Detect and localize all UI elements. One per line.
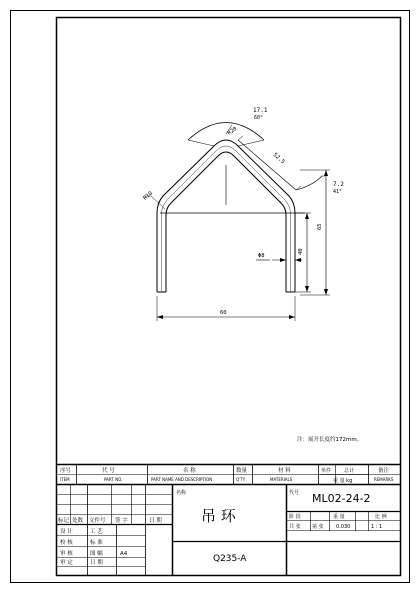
approve-label: 审 定 [60, 560, 73, 566]
sheet-count-label: 共 张 [289, 524, 301, 530]
sign-label: 签 字 [115, 518, 128, 524]
code-label: 代号 [289, 490, 300, 496]
item-cn: 序号 [60, 468, 72, 474]
dim-leg-dia: Φ8 [258, 253, 265, 259]
count-label: 处数 [72, 518, 84, 524]
name-en: PART NAME AND DESCRIPTION [151, 477, 213, 482]
item-en: ITEM [60, 477, 70, 482]
dim-angle-top-deg: 60° [254, 115, 264, 121]
check-label: 校 核 [60, 540, 73, 546]
sheet-value: A4 [120, 551, 128, 557]
material-cn: 材 料 [278, 468, 291, 474]
total-cn: 总计 [344, 468, 355, 474]
material-value: Q235-A [213, 554, 247, 564]
parts-list-header [60, 466, 394, 484]
drawing-number: ML02-24-2 [312, 492, 371, 505]
weight-value: 0.030 [336, 524, 351, 530]
sheet-no-label: 第 张 [312, 524, 324, 530]
single-cn: 单件 [321, 468, 332, 474]
code-cn: 代 号 [102, 468, 115, 474]
sign-area [58, 516, 162, 566]
date2-label: 日 期 [90, 560, 103, 566]
dim-angle-top: 17.1 [253, 107, 268, 114]
remarks-en: REMARKS [374, 477, 394, 482]
dim-width: 60 [220, 310, 227, 316]
design-label: 设 计 [60, 529, 73, 535]
mark-label: 标记 [58, 518, 70, 524]
dim-angle-right: 7.2 [333, 181, 344, 188]
code-en: PART NO. [104, 477, 123, 482]
sheet-label: 图 幅 [90, 551, 103, 557]
dim-diagonal: 52.5 [271, 152, 286, 166]
drawing-note: 注：展开长度约172mm。 [297, 437, 363, 443]
dim-angle-right-deg: 41° [333, 189, 343, 195]
standard-label: 标 准 [90, 540, 103, 546]
name-label: 名称 [176, 490, 187, 496]
qty-cn: 数量 [236, 468, 248, 474]
dim-height: 65 [317, 223, 323, 230]
weight-label: 重 量 [333, 514, 345, 520]
lifting-ring-view [145, 123, 330, 322]
dim-leg-len: 40 [298, 248, 304, 255]
date-label: 日 期 [149, 518, 162, 524]
stage-label: 阶 段 [289, 514, 301, 520]
scale-value: 1 : 1 [371, 524, 383, 530]
review-label: 审 核 [60, 551, 73, 557]
process-label: 工 艺 [90, 529, 103, 535]
doc-label: 文件号 [89, 518, 106, 524]
scale-label: 比 例 [375, 514, 387, 520]
dimension-arrows [157, 170, 328, 319]
material-en: MATERIALS [270, 477, 293, 482]
dim-r20: R20 [226, 126, 239, 137]
weight-cn: 重 量 kg [333, 478, 353, 484]
qty-en: Q'TY [236, 477, 246, 482]
remarks-cn: 备注 [378, 468, 390, 474]
dim-r10: R10 [142, 190, 154, 202]
name-cn: 名 称 [183, 468, 196, 474]
part-name: 吊 环 [201, 507, 236, 525]
